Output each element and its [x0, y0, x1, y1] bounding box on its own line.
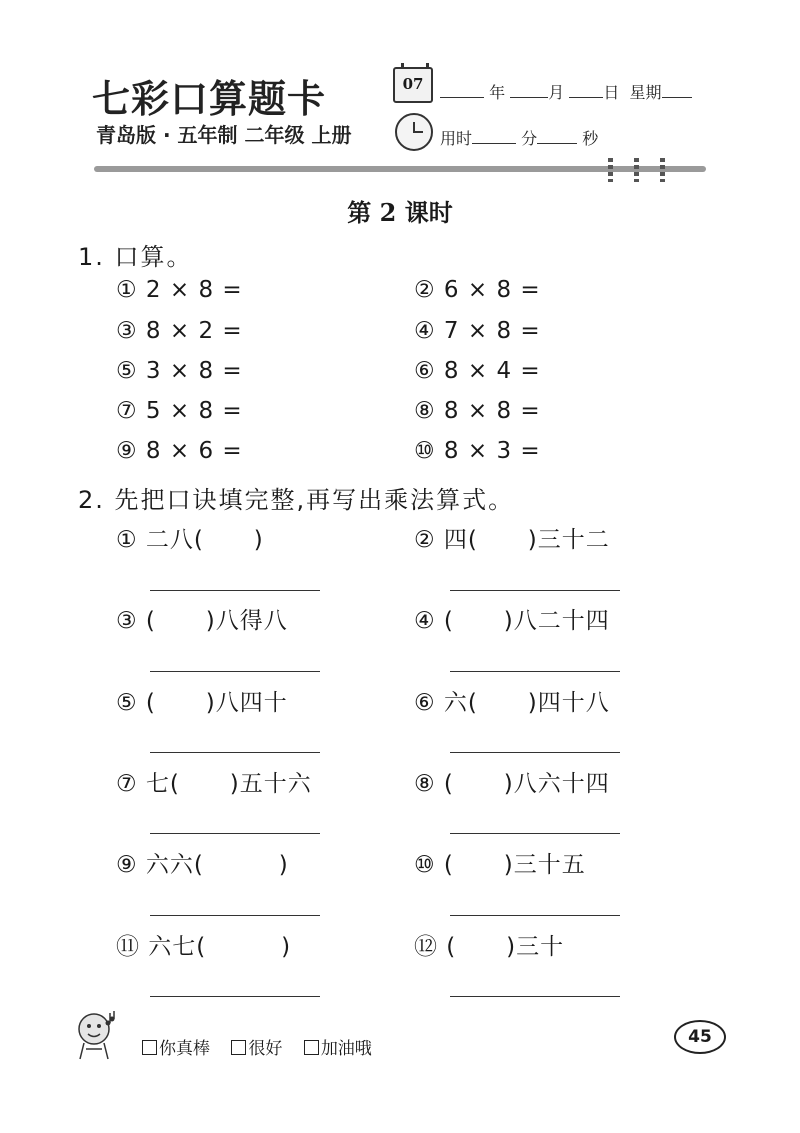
mental-math-problem: ⑥ 8 × 4 =	[414, 358, 541, 384]
multiplication-rhyme-item: ⑧ ( )八六十四	[414, 771, 610, 797]
mental-math-problem: ① 2 × 8 =	[116, 277, 243, 303]
rating-option[interactable]	[142, 1039, 210, 1059]
calendar-number: 07	[402, 75, 424, 93]
header-divider	[94, 166, 706, 172]
multiplication-rhyme-item: ⑪ 六七( )	[116, 934, 292, 960]
mental-math-problem: ⑤ 3 × 8 =	[116, 358, 243, 384]
mental-math-problem: ⑩ 8 × 3 =	[414, 438, 541, 464]
year-blank[interactable]	[440, 83, 484, 98]
mascot-icon	[70, 1005, 122, 1063]
clock-icon	[395, 113, 433, 151]
time-fill-line	[440, 126, 598, 149]
bead-decoration	[608, 158, 613, 182]
edition-subtitle: 青岛版 · 五年制 二年级 上册	[96, 123, 352, 147]
answer-line[interactable]	[450, 915, 620, 916]
answer-line[interactable]	[450, 996, 620, 997]
mental-math-problem: ② 6 × 8 =	[414, 277, 541, 303]
rating-label: 很好	[248, 1039, 283, 1059]
answer-line[interactable]	[150, 752, 320, 753]
day-label: 日	[603, 83, 620, 102]
minutes-label: 分	[521, 129, 538, 148]
mental-math-problem: ④ 7 × 8 =	[414, 318, 541, 344]
section2-title: 2. 先把口诀填完整,再写出乘法算式。	[78, 486, 515, 514]
month-blank[interactable]	[510, 83, 548, 98]
bead-decoration	[634, 158, 639, 182]
answer-line[interactable]	[450, 590, 620, 591]
seconds-blank[interactable]	[537, 129, 577, 144]
mental-math-problem: ⑧ 8 × 8 =	[414, 398, 541, 424]
multiplication-rhyme-item: ⑩ ( )三十五	[414, 852, 586, 878]
answer-line[interactable]	[150, 833, 320, 834]
multiplication-rhyme-item: ③ ( )八得八	[116, 608, 288, 634]
multiplication-rhyme-item: ⑦ 七( )五十六	[116, 771, 312, 797]
answer-line[interactable]	[450, 752, 620, 753]
rating-label: 你真棒	[159, 1039, 210, 1059]
bead-decoration	[660, 158, 665, 182]
mental-math-problem: ⑨ 8 × 6 =	[116, 438, 243, 464]
time-prefix: 用时	[440, 129, 473, 148]
checkbox-icon[interactable]	[142, 1040, 157, 1055]
section1-title: 1. 口算。	[78, 243, 193, 271]
multiplication-rhyme-item: ⑫ ( )三十	[414, 934, 565, 960]
minutes-blank[interactable]	[472, 129, 516, 144]
answer-line[interactable]	[450, 671, 620, 672]
checkbox-icon[interactable]	[231, 1040, 246, 1055]
rating-option[interactable]	[231, 1039, 282, 1059]
weekday-blank[interactable]	[662, 83, 692, 98]
day-blank[interactable]	[569, 83, 603, 98]
weekday-label: 星期	[629, 83, 662, 102]
multiplication-rhyme-item: ① 二八( )	[116, 527, 264, 553]
month-label: 月	[548, 83, 565, 102]
year-label: 年	[489, 83, 506, 102]
multiplication-rhyme-item: ④ ( )八二十四	[414, 608, 610, 634]
answer-line[interactable]	[450, 833, 620, 834]
self-rating	[142, 1034, 388, 1059]
answer-line[interactable]	[150, 590, 320, 591]
checkbox-icon[interactable]	[304, 1040, 319, 1055]
page-number: 45	[674, 1020, 726, 1054]
mental-math-problem: ⑦ 5 × 8 =	[116, 398, 243, 424]
calendar-icon	[393, 67, 433, 103]
rating-label: 加油哦	[320, 1039, 372, 1059]
mental-math-problem: ③ 8 × 2 =	[116, 318, 243, 344]
seconds-label: 秒	[582, 129, 599, 148]
answer-line[interactable]	[150, 915, 320, 916]
rating-option[interactable]	[304, 1039, 372, 1059]
brand-title: 七彩口算题卡	[92, 76, 327, 121]
lesson-title: 第 2 课时	[347, 198, 453, 227]
date-fill-line	[440, 80, 692, 103]
answer-line[interactable]	[150, 996, 320, 997]
multiplication-rhyme-item: ⑤ ( )八四十	[116, 690, 288, 716]
multiplication-rhyme-item: ② 四( )三十二	[414, 527, 610, 553]
multiplication-rhyme-item: ⑥ 六( )四十八	[414, 690, 610, 716]
multiplication-rhyme-item: ⑨ 六六( )	[116, 852, 289, 878]
answer-line[interactable]	[150, 671, 320, 672]
